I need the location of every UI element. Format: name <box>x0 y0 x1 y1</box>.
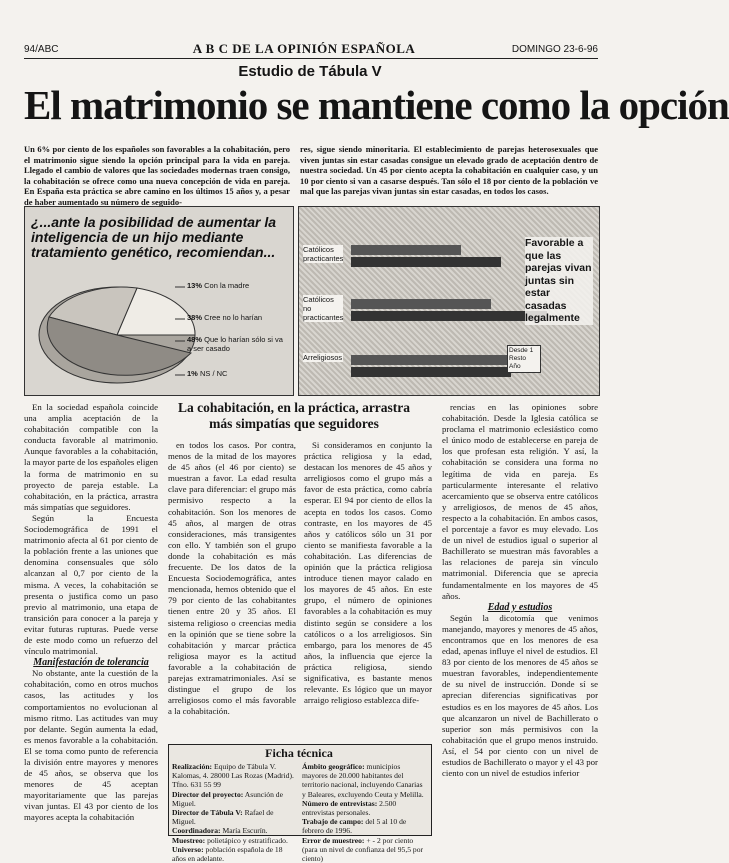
paragraph: en todos los casos. Por contra, menos de la mitad de los mayores de 45 años (el 46 por ciento) se muestran a favor. La edad resulta clave para diferenciar: el grupo más permisivo respecto a la cohabitación. Son los menores de 45 años, al margen de otras consideraciones, más transigentes con ello. Y también son el grupo donde la cohabitación es más frecuente. De los datos de la Encuesta Sociodemográfica, antes mencionada, hemos obtenido que el 79 por ciento de las cohabitantes tienen entre 20 y 35 años. El sistema religioso o creencias media en la opinión que se tiene sobre la cohabitación y marcar práctica religiosa mayor es la actitud favorable a la cohabitación de parejas extramatrimoniales. Así se distingue el grupo de los arreligiosos como el más favorable a la cohabitación. <box>168 440 296 717</box>
paragraph: rencias en las opiniones sobre cohabitación. Desde la Iglesia católica se proclama el matrimonio eclesiástico como el único modo de establecerse en pareja de los que profesan esta religión. Y así, la cohabitación se considera una forma no legítima de vida en pareja. Es particularmente interesante el relativo acercamiento que se observa entre católicos y arreligiosos, de menos de 45 años, respecto a la cohabitación. En ambos casos, el porcentaje a favor es muy elevado. Los de un nivel de estudios igual o superior al Bachillerato se muestran más favorables a las relaciones de pareja sin vínculo matrimonial. Diferencia que se aprecia fundamentalmente en los mayores de 45 años. <box>442 402 598 601</box>
bar-6 <box>351 367 511 377</box>
pie-chart <box>25 207 293 395</box>
subheading: Edad y estudios <box>487 601 553 613</box>
ficha-title: Ficha técnica <box>265 746 333 760</box>
ficha-entry: Director de Tábula V: Rafael de Miguel. <box>172 808 274 827</box>
pie-label-4: 1% NS / NC <box>187 369 228 378</box>
legend-item: Año <box>509 363 521 370</box>
ficha-entry: Número de entrevistas: 2.500 entrevistas personales. <box>302 798 397 818</box>
headline: El matrimonio se mantiene como la opción <box>24 82 729 128</box>
paragraph: Según la Encuesta Sociodemográfica de 1991 el matrimonio afecta al 61 por ciento de la población frente a las uniones que denomina consensuales que sólo alcanzan al 0,7 por ciento de la misma. A veces, la cohabitación se presenta o justifica como un paso previo al matrimonio, una etapa de transición para conocer a la pareja y evitar futuras rupturas. Puede verse de este modo como un refuerzo del vínculo matrimonial. <box>24 512 158 657</box>
kicker: Estudio de Tábula V <box>238 63 382 80</box>
bar-5 <box>351 355 531 365</box>
legend <box>507 345 541 373</box>
ficha-entry: Ámbito geográfico: municipios mayores de 20.000 habitantes del territorio nacional, incluyendo Canarias y Baleares, excluyendo Ceuta y Melilla. <box>302 762 424 799</box>
subheading: Manifestación de tolerancia <box>33 657 149 669</box>
paragraph: En la sociedad española coincide una amplia aceptación de la cohabitación compatible con la conducta favorable al matrimonio. Aunque favorables a la cohabitación, la mayor parte de los españoles eligen la forma de matrimonio en su proyecto de pareja estable. La cohabitación, en la práctica, arrastra más simpatías que seguidores. <box>24 402 158 512</box>
row-label-2: Católicos no practicantes <box>303 295 344 322</box>
body-column-2 <box>168 440 296 740</box>
ficha-entry: Error de muestreo: + - 2 por ciento (para un nivel de confianza del 95,5 por ciento) <box>302 835 424 863</box>
bar-2 <box>351 257 501 267</box>
section-title: A B C DE LA OPINIÓN ESPAÑOLA <box>192 41 416 56</box>
bar-1 <box>351 245 461 255</box>
paragraph: Según la dicotomía que venimos manejando, mayores y menores de 45 años, encontramos que en los menores de esa edad, apenas influye el nivel de estudios. El 83 por ciento de los menores de 45 años se muestran favorables, independientemente de su nivel de instrucción. Donde sí se aprecian diferencias significativas por estudios es en los mayores de 45 años. Los que alcanzaron un nivel de Bachillerato o superior son más permisivos con la cohabitación que el grupo menos instruido. Así, el 54 por ciento con un nivel de estudios de Bachillerato o mayor y el 43 por ciento con un nivel de estudios inferior <box>442 612 598 779</box>
graphic-caption: Favorable a que las parejas vivan juntas sin estar casadas legalmente <box>525 237 592 324</box>
bar-3 <box>351 299 491 309</box>
bar-graphic <box>298 206 600 396</box>
pie-graphic <box>24 206 294 396</box>
ficha-entry: Director del proyecto: Asunción de Miguel. <box>172 789 283 808</box>
lead-left: Un 6% por ciento de los españoles son favorables a la cohabitación, pero el matrimonio sigue siendo la opción principal para la vida en pareja. Llegado el cambio de valores que las sociedades modernas traen consigo, la cohabitación se ofrece como una nueva concepción de vida en pareja. En España esta práctica se abre camino en los últimos 15 años y, a pesar de haber aumentado su número de seguido- <box>24 144 290 207</box>
ficha-left <box>172 762 298 863</box>
ficha-right <box>302 762 426 863</box>
pie-label-2: 38% Cree no lo harían <box>187 313 263 322</box>
page-number: 94/ABC <box>24 44 59 55</box>
legend-item: Desde 1 <box>509 347 534 354</box>
mid-headline: La cohabitación, en la práctica, arrastra más simpatías que seguidores <box>177 400 411 431</box>
ficha-entry: Coordinadora: María Escurín. <box>172 826 268 836</box>
bar-4 <box>351 311 547 321</box>
pie-label-3: 48% Que lo harían sólo si va a ser casado <box>187 335 283 353</box>
paragraph: No obstante, ante la cuestión de la cohabitación, como en otros muchos casos, las actitudes y los comportamientos no evolucionan al mismo ritmo. Las actitudes van muy por delante. Según aumenta la edad, es menos favorable a la cohabitación. El se toma como punto de referencia la división entre mayores y menores de 45 años, se observa que los menores de 45 aceptan mayoritariamente que las parejas vivan juntas. El 43 por ciento de los mayores acepta la cohabitación <box>24 668 158 823</box>
paragraph: Si consideramos en conjunto la práctica religiosa y la edad, destacan los menores de 45 años y arreligiosos como el grupo más a favor de esta práctica, como cabría esperar. El 94 por ciento de ellos la acepta en todos los casos. Como contraste, en los mayores de 45 años y católicos sólo un 31 por ciento se manifiesta favorable a la cohabitación. Las diferencias de opinión que la práctica religiosa introduce tienen mayor calado en los mayores de 45 años. En este grupo, el número de opiniones favorables a la cohabitación es muy distinto según se considere a los católicos o a los arreligiosos. Sin embargo, para los menores de 45 años, la influencia que ejerce la práctica religiosa, siendo significativa, es bastante menos relevante. Es lógico que un mayor arraigo religioso establezca dife- <box>304 440 432 706</box>
legend-item: Resto <box>509 355 526 362</box>
ficha-entry: Realización: Equipo de Tábula V. Kalomas, 4. 28000 Las Rozas (Madrid). Tfno. 631 55 99 <box>172 762 294 790</box>
issue-date: DOMINGO 23-6-96 <box>511 44 598 55</box>
lead-right: res, sigue siendo minoritaria. El establecimiento de parejas heterosexuales que viven juntas sin estar casadas consigue un elevado grado de aceptación dentro de nuestra sociedad. Un 45 por ciento acepta la cohabitación en cualquier caso, y un 10 por ciento si van a casarse después. Tan sólo el 18 por ciento de la población ve mal que las parejas vivan juntas sin estar casadas, en todos los casos. <box>300 144 598 196</box>
body-column-4 <box>442 402 598 834</box>
ficha-entry: Universo: población española de 18 años en adelante. <box>172 844 283 863</box>
ficha-entry: Trabajo de campo: del 5 al 10 de febrero de 1996. <box>302 817 407 836</box>
graphic-question: ¿...ante la posibilidad de aumentar la inteligencia de un hijo mediante tratamiento genético, recomiendan... <box>31 214 277 260</box>
pie-label-1: 13% Con la madre <box>187 281 250 290</box>
row-label-1: Católicos practicantes <box>303 245 344 263</box>
row-label-3: Arreligiosos <box>303 353 343 362</box>
header-rule <box>24 58 598 59</box>
body-column-3 <box>304 440 432 740</box>
ficha-entry: Muestreo: polietápico y estratificado. <box>172 835 288 845</box>
body-column-1 <box>24 402 158 834</box>
